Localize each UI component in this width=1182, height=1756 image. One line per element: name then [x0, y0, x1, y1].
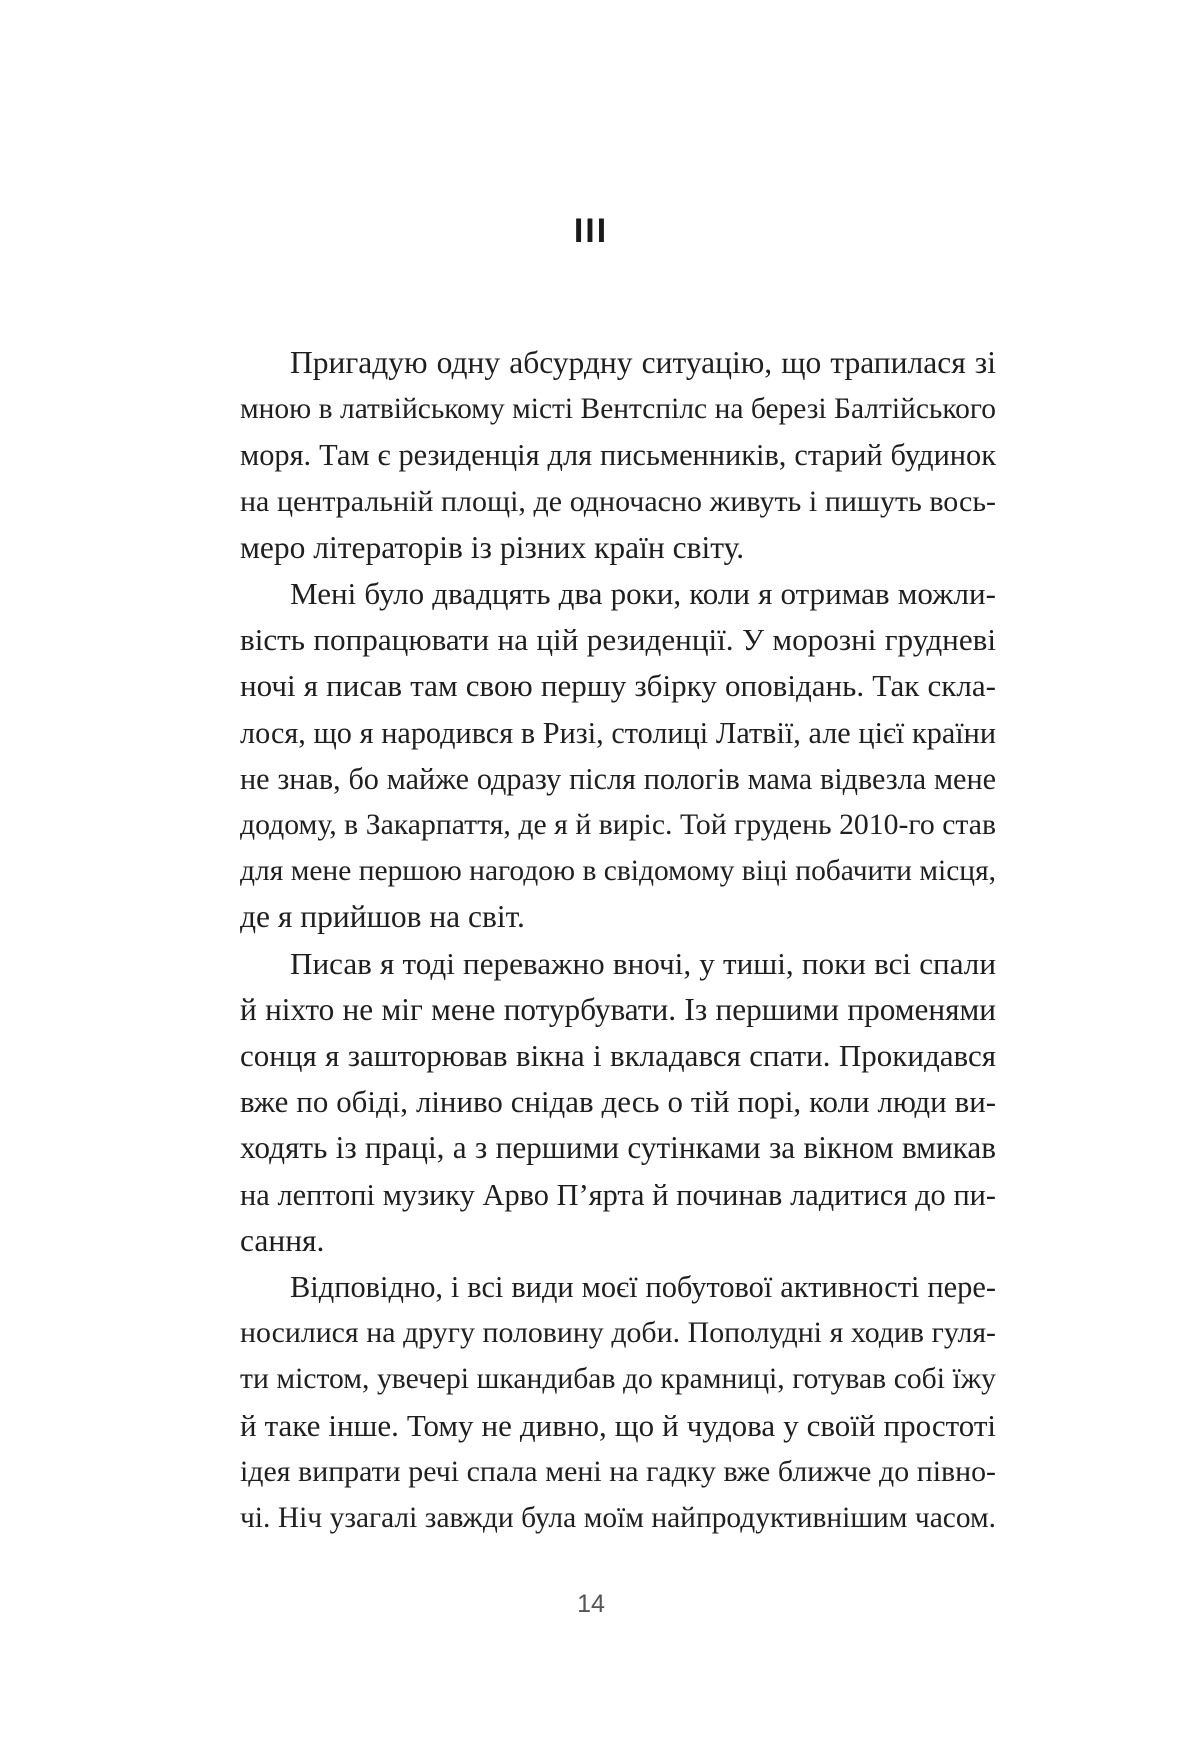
text-line: не знав, бо майже одразу після пологів мама відвезла мене [240, 761, 996, 796]
text-line: де я прийшов на світ. [240, 899, 525, 935]
paragraph [190, 941, 996, 1264]
text-line: меро літераторів із різних країн світу. [240, 529, 745, 565]
text-line: лося, що я народився в Ризі, столиці Латвії, але цієї країни [240, 715, 996, 750]
paragraph [190, 1264, 996, 1541]
text-line: моря. Там є резиденція для письменників, старий будинок [240, 438, 996, 473]
text-line: й ніхто не міг мене потурбувати. Із першими променями [240, 991, 996, 1027]
page-number: 14 [577, 1590, 605, 1618]
text-line: для мене першою нагодою в свідомому віці побачити місця, [240, 855, 996, 888]
paragraph [190, 340, 996, 571]
text-line: ти містом, увечері шкандибав до крамниці, готував собі їжу [240, 1363, 996, 1396]
text-line: мною в латвійському місті Вентспілс на березі Балтійського [240, 393, 996, 426]
text-line: Мені було двадцять два роки, коли я отримав можли- [290, 576, 996, 612]
text-line: Писав я тоді переважно вночі, у тиші, поки всі спали [290, 945, 996, 981]
text-line: на лептопі музику Арво П’ярта й починав ладитися до пи- [240, 1177, 996, 1212]
text-line: ідея випрати речі спала мені на гадку вже ближче до півно- [240, 1454, 996, 1488]
text-line: на центральній площі, де одночасно живуть і пишуть вось- [240, 484, 996, 518]
text-line: Пригадую одну абсурдну ситуацію, що трапилася зі [290, 345, 996, 380]
text-line: сонця я зашторював вікна і вкладався спати. Прокидався [240, 1038, 996, 1074]
text-line: й таке інше. Тому не дивно, що й чудова у своїй простоті [240, 1407, 996, 1443]
text-line: вже по обіді, ліниво снідав десь о тій порі, коли люди ви- [240, 1084, 996, 1120]
text-line: ночі я писав там свою першу збірку оповідань. Так скла- [240, 668, 996, 704]
text-line: сання. [240, 1222, 325, 1258]
text-line: вість попрацювати на цій резиденції. У морозні грудневі [240, 622, 996, 658]
text-line: ходять із праці, а з першими сутінками за вікном вмикав [240, 1130, 996, 1166]
text-line: носилися на другу половину доби. Пополудні я ходив гуля- [240, 1316, 996, 1350]
text-line: чі. Ніч узагалі завжди була моїм найпродуктивнішим часом. [240, 1502, 996, 1535]
body-text [190, 340, 996, 1541]
text-line: додому, в Закарпаття, де я й виріс. Той грудень 2010-го став [240, 809, 996, 842]
chapter-title: III [573, 212, 609, 250]
text-line: Відповідно, і всі види моєї побутової активності пере- [290, 1270, 996, 1305]
paragraph [190, 571, 996, 941]
